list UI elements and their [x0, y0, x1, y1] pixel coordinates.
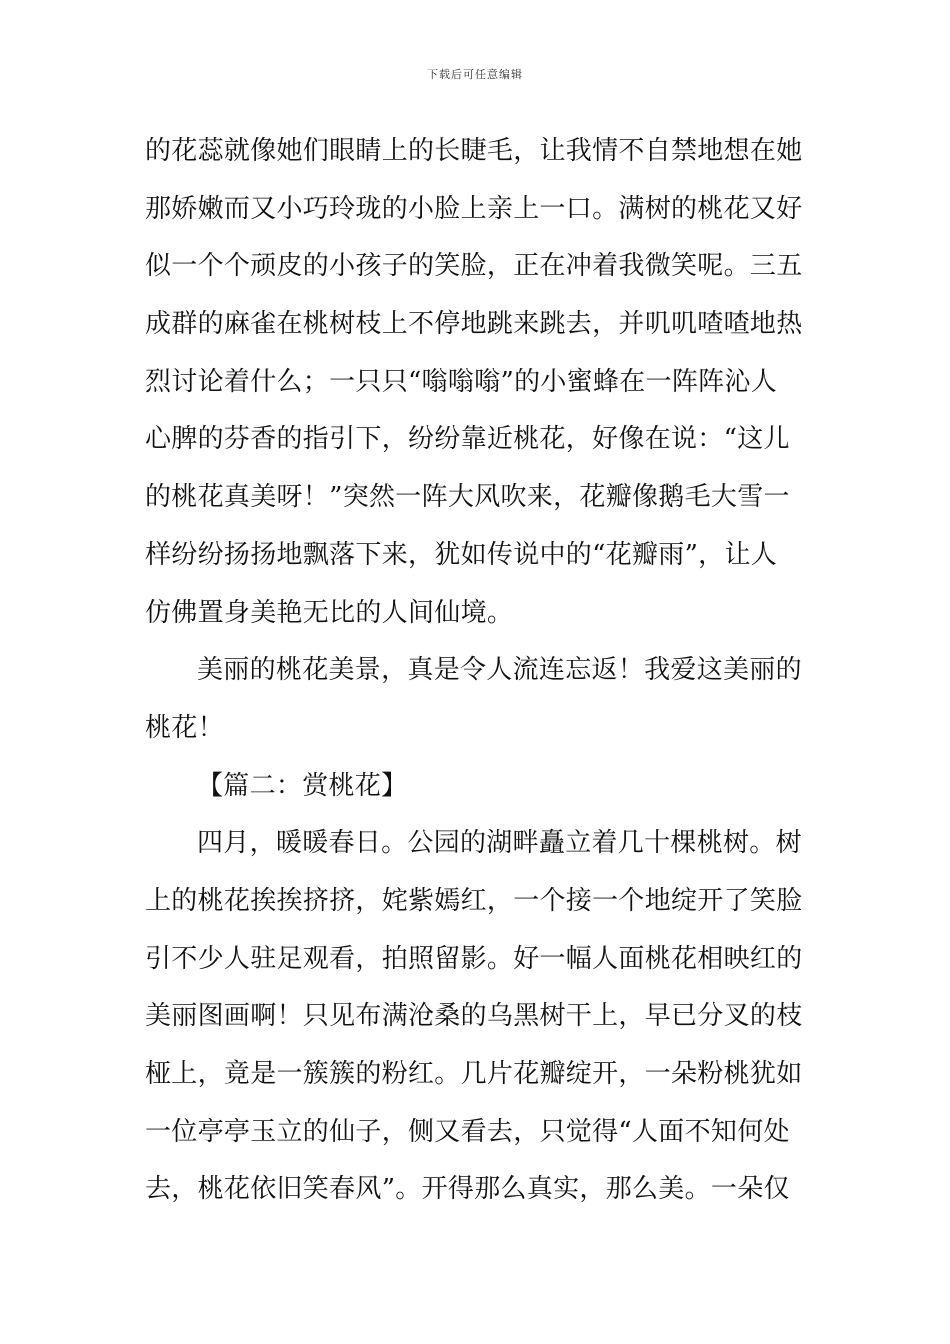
text-line: 的桃花真美呀！”突然一阵大风吹来，花瓣像鹅毛大雪一: [145, 482, 790, 513]
body-text: [145, 123, 810, 1219]
text-line: 一位亭亭玉立的仙子，侧又看去，只觉得“人面不知何处: [145, 1116, 790, 1147]
text-line: 似一个个顽皮的小孩子的笑脸，正在冲着我微笑呢。三五: [145, 251, 803, 282]
text-line: 去，桃花依旧笑春风”。开得那么真实，那么美。一朵仅: [145, 1174, 790, 1205]
text-line: 那娇嫩而又小巧玲珑的小脸上亲上一口。满树的桃花又好: [145, 193, 803, 224]
page-header: 下载后可任意编辑: [427, 68, 523, 81]
paragraph-start-line: 美丽的桃花美景，真是令人流连忘返！我爱这美丽的: [197, 655, 802, 686]
text-line: 成群的麻雀在桃树枝上不停地跳来跳去，并叽叽喳喳地热: [145, 309, 803, 340]
text-line: 桠上，竟是一簇簇的粉红。几片花瓣绽开，一朵粉桃犹如: [145, 1059, 803, 1089]
text-line: 样纷纷扬扬地飘落下来，犹如传说中的“花瓣雨”，让人: [145, 539, 778, 570]
text-line: 的花蕊就像她们眼睛上的长睫毛，让我情不自禁地想在她: [145, 136, 803, 166]
paragraph-start-line: 四月，暖暖春日。公园的湖畔矗立着几十棵桃树。树: [197, 828, 802, 859]
text-line: 上的桃花挨挨挤挤，姹紫嫣红，一个接一个地绽开了笑脸: [145, 885, 803, 916]
text-line: 仿佛置身美艳无比的人间仙境。: [145, 597, 514, 628]
text-line: 美丽图画啊！只见布满沧桑的乌黑树干上，早已分叉的枝: [145, 1001, 803, 1032]
text-line: 烈讨论着什么；一只只“嗡嗡嗡”的小蜜蜂在一阵阵沁人: [145, 366, 778, 397]
text-line: 引不少人驻足观看，拍照留影。好一幅人面桃花相映红的: [145, 943, 803, 974]
text-line: 桃花！: [145, 712, 224, 743]
text-line: 心脾的芬香的指引下，纷纷靠近桃花，好像在说：“这儿: [145, 424, 790, 455]
section-heading: 【篇二：赏桃花】: [197, 770, 408, 801]
